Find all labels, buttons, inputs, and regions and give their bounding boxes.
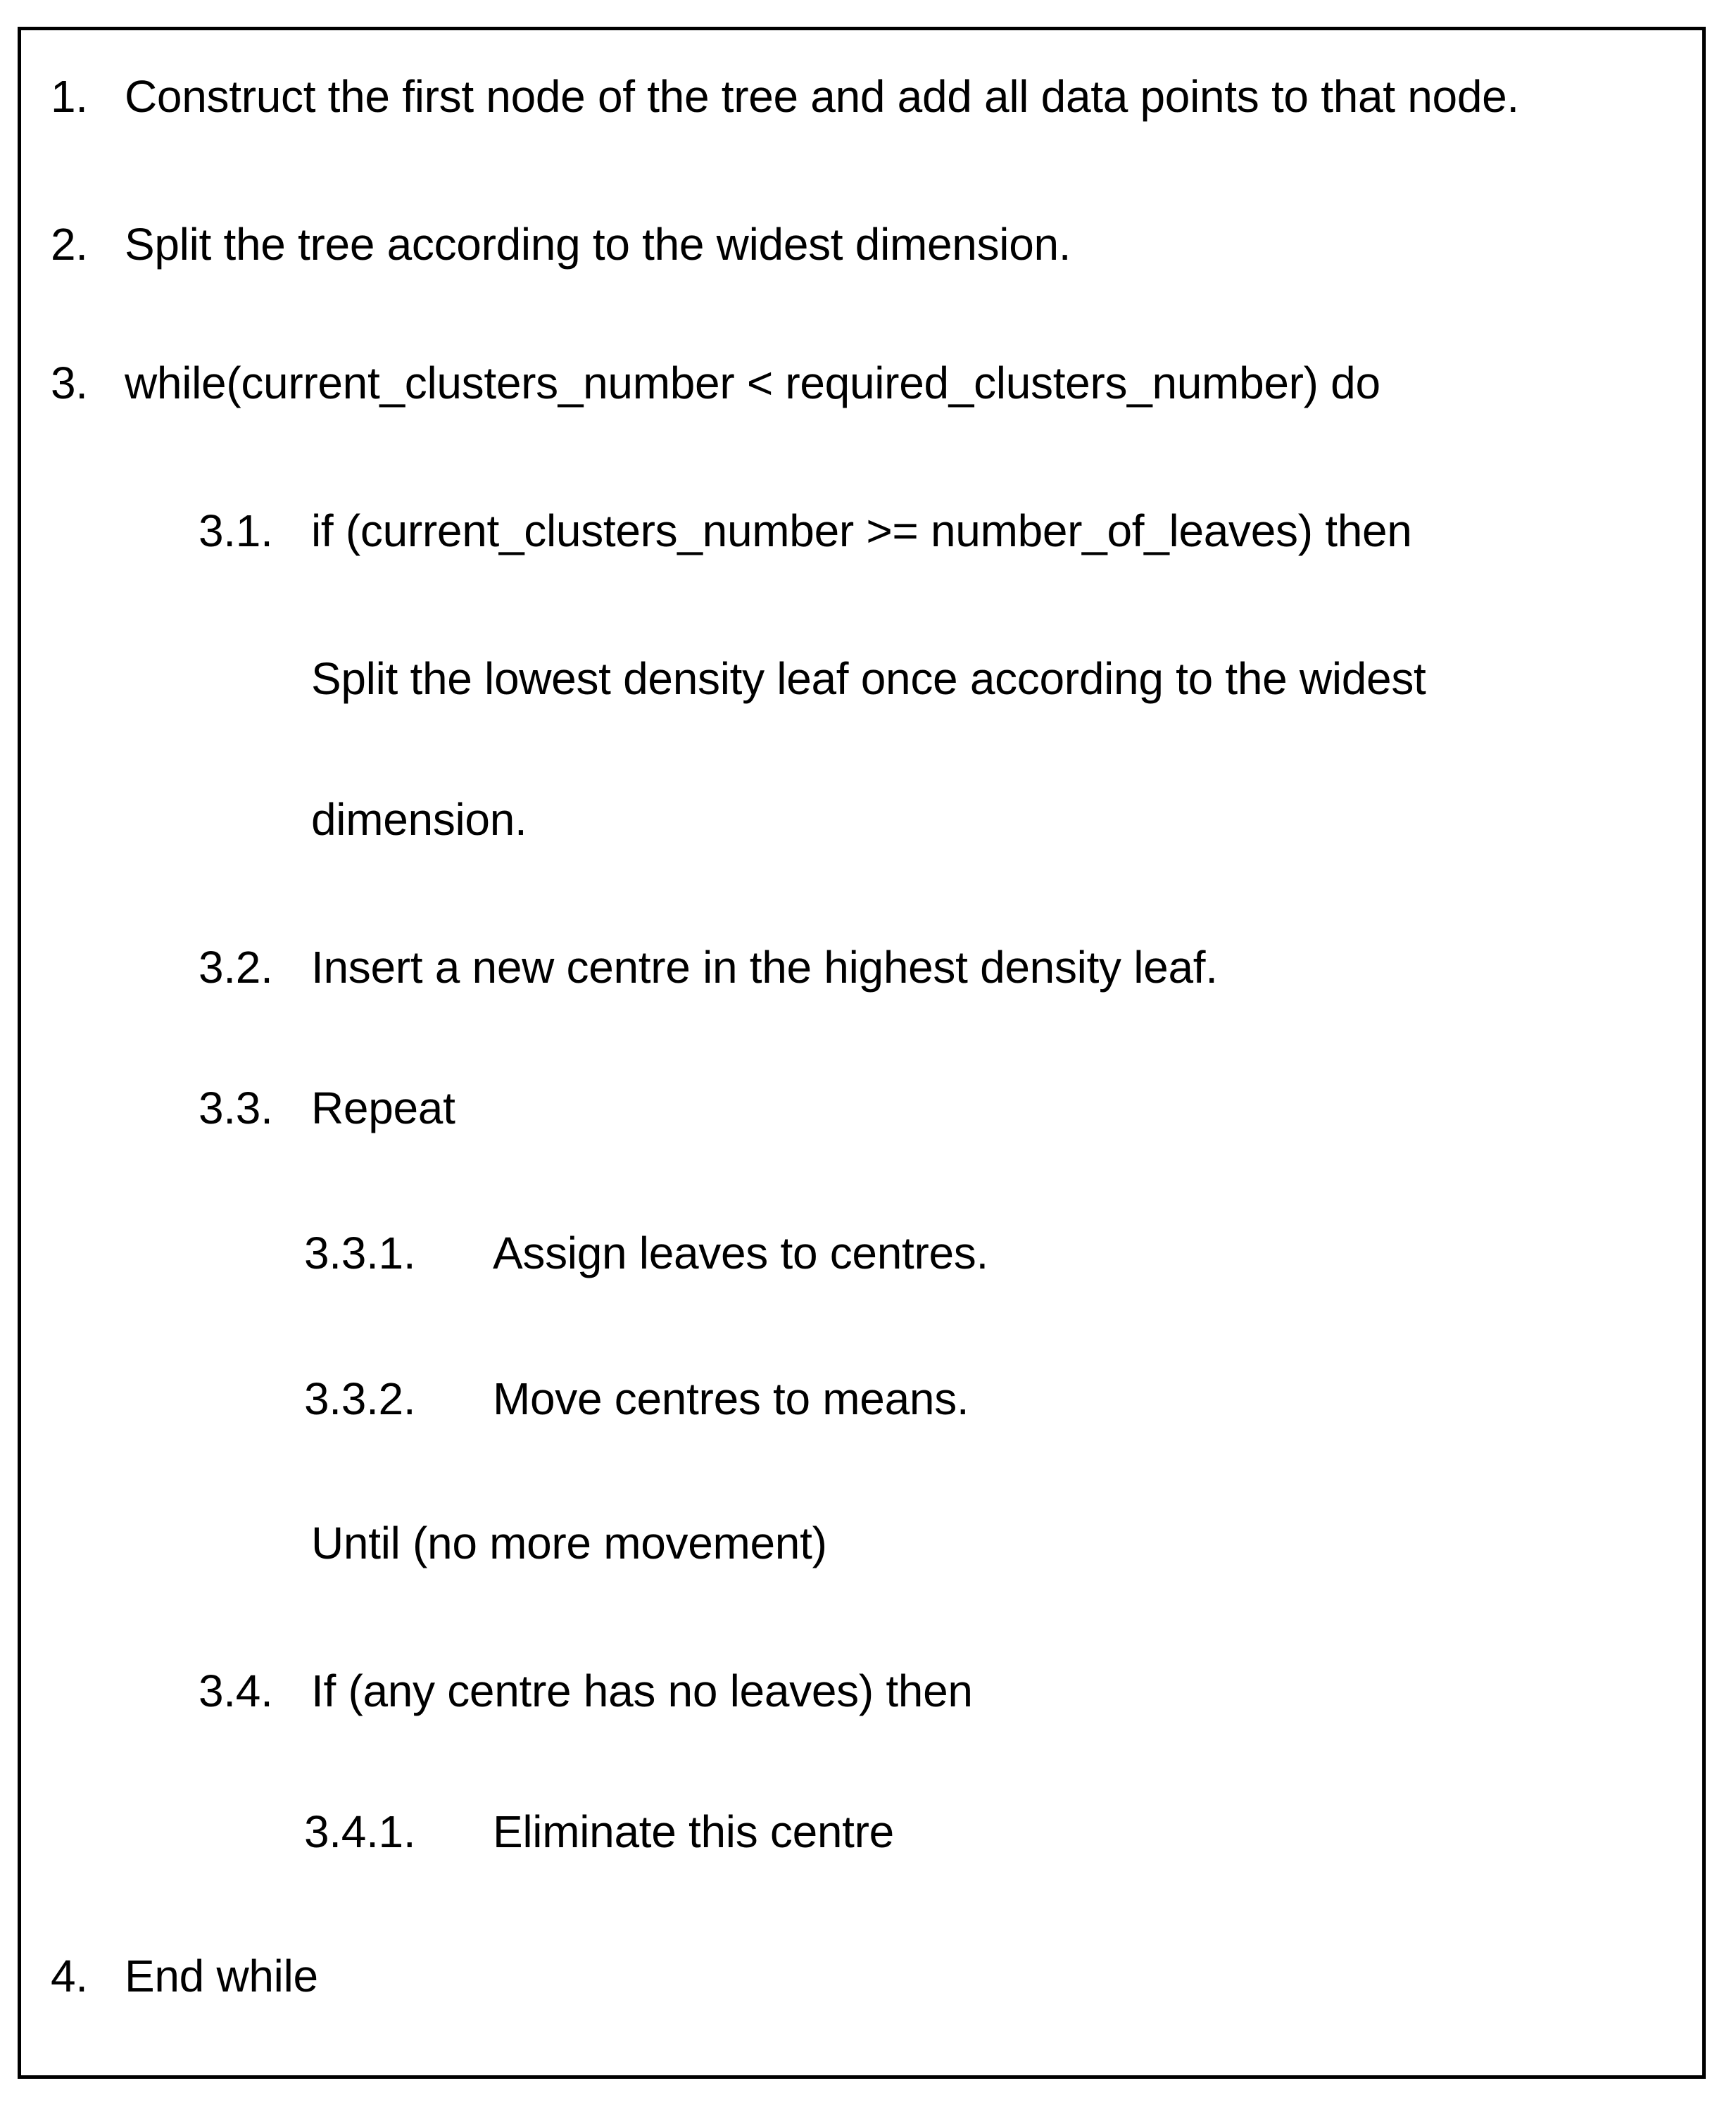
step-text: Eliminate this centre [493, 1806, 894, 1857]
algorithm-step-4 [51, 1949, 318, 2003]
step-text: dimension. [311, 794, 527, 845]
step-number: 3.3.2. [304, 1373, 416, 1424]
step-number: 3.1. [199, 505, 273, 556]
algorithm-step-3-2 [199, 940, 1218, 995]
step-number: 3.3. [199, 1083, 273, 1133]
step-text: Split the tree according to the widest dimension. [125, 219, 1071, 270]
step-number: 1. [51, 71, 88, 122]
algorithm-step-3 [51, 356, 1380, 410]
algorithm-step-until [311, 1516, 827, 1571]
step-text: Split the lowest density leaf once according to the widest [311, 653, 1426, 704]
step-number: 4. [51, 1951, 88, 2001]
algorithm-step-3-4-1 [304, 1804, 894, 1859]
step-text: Move centres to means. [493, 1373, 969, 1424]
algorithm-step-3-1 [199, 503, 1412, 558]
algorithm-step-3-1-body-line-1 [311, 651, 1426, 706]
algorithm-step-1 [51, 69, 1519, 124]
step-text: Repeat [311, 1083, 455, 1133]
algorithm-step-2 [51, 217, 1071, 272]
step-text: If (any centre has no leaves) then [311, 1666, 973, 1716]
step-text: Assign leaves to centres. [493, 1228, 988, 1278]
step-number: 3. [51, 358, 88, 408]
step-text: while(current_clusters_number < required_clusters_number) do [125, 358, 1380, 408]
algorithm-step-3-1-body-line-2 [311, 792, 527, 847]
step-text: Until (no more movement) [311, 1518, 827, 1568]
algorithm-step-list [21, 30, 1702, 2075]
algorithm-frame [18, 27, 1706, 2079]
step-text: Insert a new centre in the highest density leaf. [311, 942, 1218, 993]
step-text: End while [125, 1951, 318, 2001]
step-number: 3.4.1. [304, 1806, 416, 1857]
algorithm-step-3-3-2 [304, 1371, 969, 1426]
step-text: if (current_clusters_number >= number_of_leaves) then [311, 505, 1412, 556]
step-number: 3.2. [199, 942, 273, 993]
algorithm-step-3-3 [199, 1081, 455, 1135]
step-number: 2. [51, 219, 88, 270]
algorithm-step-3-4 [199, 1663, 973, 1718]
step-number: 3.4. [199, 1666, 273, 1716]
algorithm-step-3-3-1 [304, 1226, 988, 1281]
step-text: Construct the first node of the tree and add all data points to that node. [125, 71, 1519, 122]
step-number: 3.3.1. [304, 1228, 416, 1278]
